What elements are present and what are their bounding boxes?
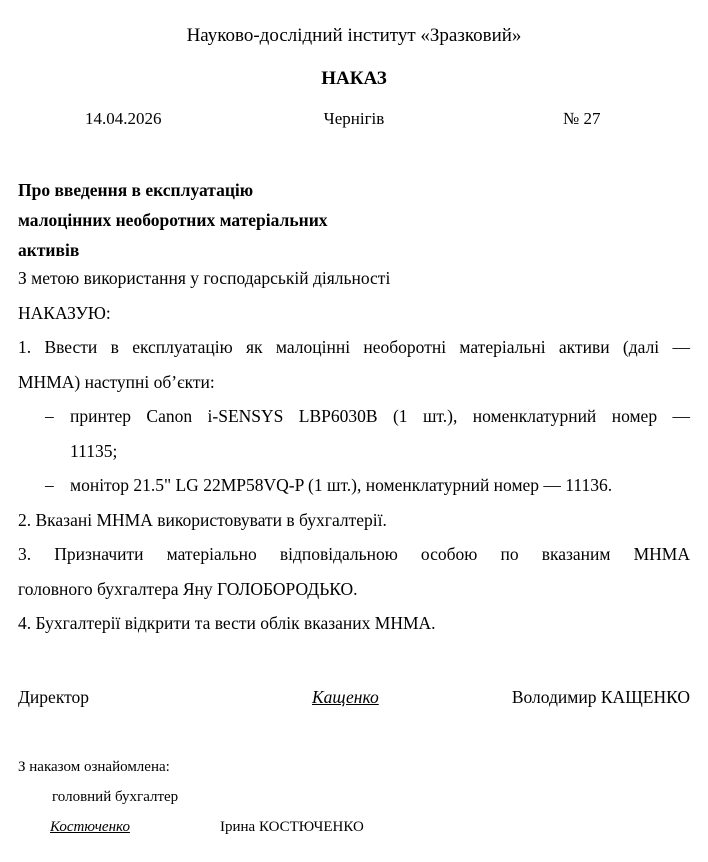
document-date: 14.04.2026 [85,109,162,128]
list-item-monitor [45,468,690,503]
acknowledger-handwriting: Костюченко [50,819,130,835]
intro-paragraph: З метою використання у господарській діяльності [18,268,391,288]
list-item-monitor-text: монітор 21.5" LG 22MP58VQ-P (1 шт.), номенклатурний номер — 11136. [70,475,613,495]
order-word: НАКАЗУЮ: [18,302,111,323]
document-meta-row [18,109,690,131]
document-number: № 27 [563,109,601,128]
acknowledger-full-name: Ірина КОСТЮЧЕНКО [220,819,364,835]
subject-line: Про введення в експлуатацію [18,180,254,200]
point-1-line-1: 1. Ввести в експлуатацію як малоцінні необоротні матеріальні активи (далі — [18,337,690,357]
list-item-printer-text: принтер Canon i-SENSYS LBP6030B (1 шт.), номенклатурний номер — [70,406,690,426]
document-city: Чернігів [323,109,385,128]
signature-handwriting: Кащенко [312,687,379,707]
acknowledgment-title: З наказом ознайомлена: [18,759,170,775]
acknowledger-role: головний бухгалтер [52,789,179,805]
list-dash-marker: – [45,475,54,495]
point-3-line-2: головного бухгалтера Яну ГОЛОБОРОДЬКО. [18,578,358,599]
signer-role: Директор [18,687,90,707]
list-dash-marker: – [45,406,54,426]
subject-line: малоцінних необоротних матеріальних [18,210,328,230]
signer-full-name: Володимир КАЩЕНКО [511,687,690,707]
point-3-line-1: 3. Призначити матеріально відповідальною особою по вказаним МНМА [18,544,690,564]
list-item-printer-continuation: 11135; [70,440,118,461]
acknowledgment-block [18,752,690,842]
point-2: 2. Вказані МНМА використовувати в бухгалтерії. [18,509,387,530]
acknowledger-signature-row [18,812,690,842]
document-body [18,261,690,641]
document-subject [18,175,438,265]
point-1-line-2: МНМА) наступні об’єкти: [18,371,215,392]
subject-line: активів [18,240,80,260]
director-signature-block [18,687,690,713]
document-type-title: НАКАЗ [321,68,387,89]
list-item-printer [45,399,690,434]
point-4: 4. Бухгалтерії відкрити та вести облік вказаних МНМА. [18,613,436,633]
institution-name: Науково-дослідний інститут «Зразковий» [186,25,522,46]
